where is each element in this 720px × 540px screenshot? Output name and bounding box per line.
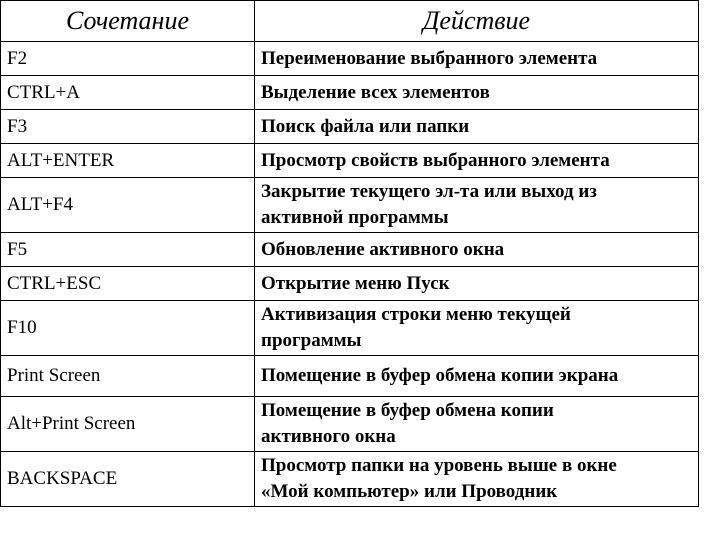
key-cell: ALT+ENTER [1,144,255,178]
header-combination: Сочетание [1,1,255,42]
table-row [1,42,699,76]
table-row [1,110,699,144]
action-cell [255,301,699,356]
key-cell: CTRL+ESC [1,267,255,301]
table-row [1,178,699,233]
action-line: активного окна [261,426,396,447]
table-row [1,267,699,301]
table-row [1,356,699,397]
key-cell: Print Screen [1,356,255,397]
key-cell: F5 [1,233,255,267]
action-line: Закрытие текущего эл-та или выход из [261,181,597,202]
action-cell [255,178,699,233]
key-cell: BACKSPACE [1,452,255,507]
action-cell: Помещение в буфер обмена копии экрана [255,356,699,397]
action-line: Активизация строки меню текущей [261,304,571,325]
action-line: Помещение в буфер обмена копии [261,400,554,421]
action-cell: Просмотр свойств выбранного элемента [255,144,699,178]
action-line: Просмотр папки на уровень выше в окне [261,455,617,476]
action-line: активной программы [261,207,449,228]
table-row [1,233,699,267]
action-cell: Выделение всех элементов [255,76,699,110]
action-cell: Открытие меню Пуск [255,267,699,301]
key-cell: F3 [1,110,255,144]
key-cell: Alt+Print Screen [1,397,255,452]
action-cell [255,397,699,452]
action-line: программы [261,330,362,351]
key-cell: CTRL+A [1,76,255,110]
table-row [1,76,699,110]
table-row [1,301,699,356]
action-cell: Переименование выбранного элемента [255,42,699,76]
action-cell [255,452,699,507]
header-action: Действие [255,1,699,42]
table-row [1,144,699,178]
action-line: «Мой компьютер» или Проводник [261,481,558,502]
table-row [1,452,699,507]
action-cell: Обновление активного окна [255,233,699,267]
table-row [1,397,699,452]
header-row [1,1,699,42]
key-cell: ALT+F4 [1,178,255,233]
action-cell: Поиск файла или папки [255,110,699,144]
key-cell: F2 [1,42,255,76]
key-cell: F10 [1,301,255,356]
